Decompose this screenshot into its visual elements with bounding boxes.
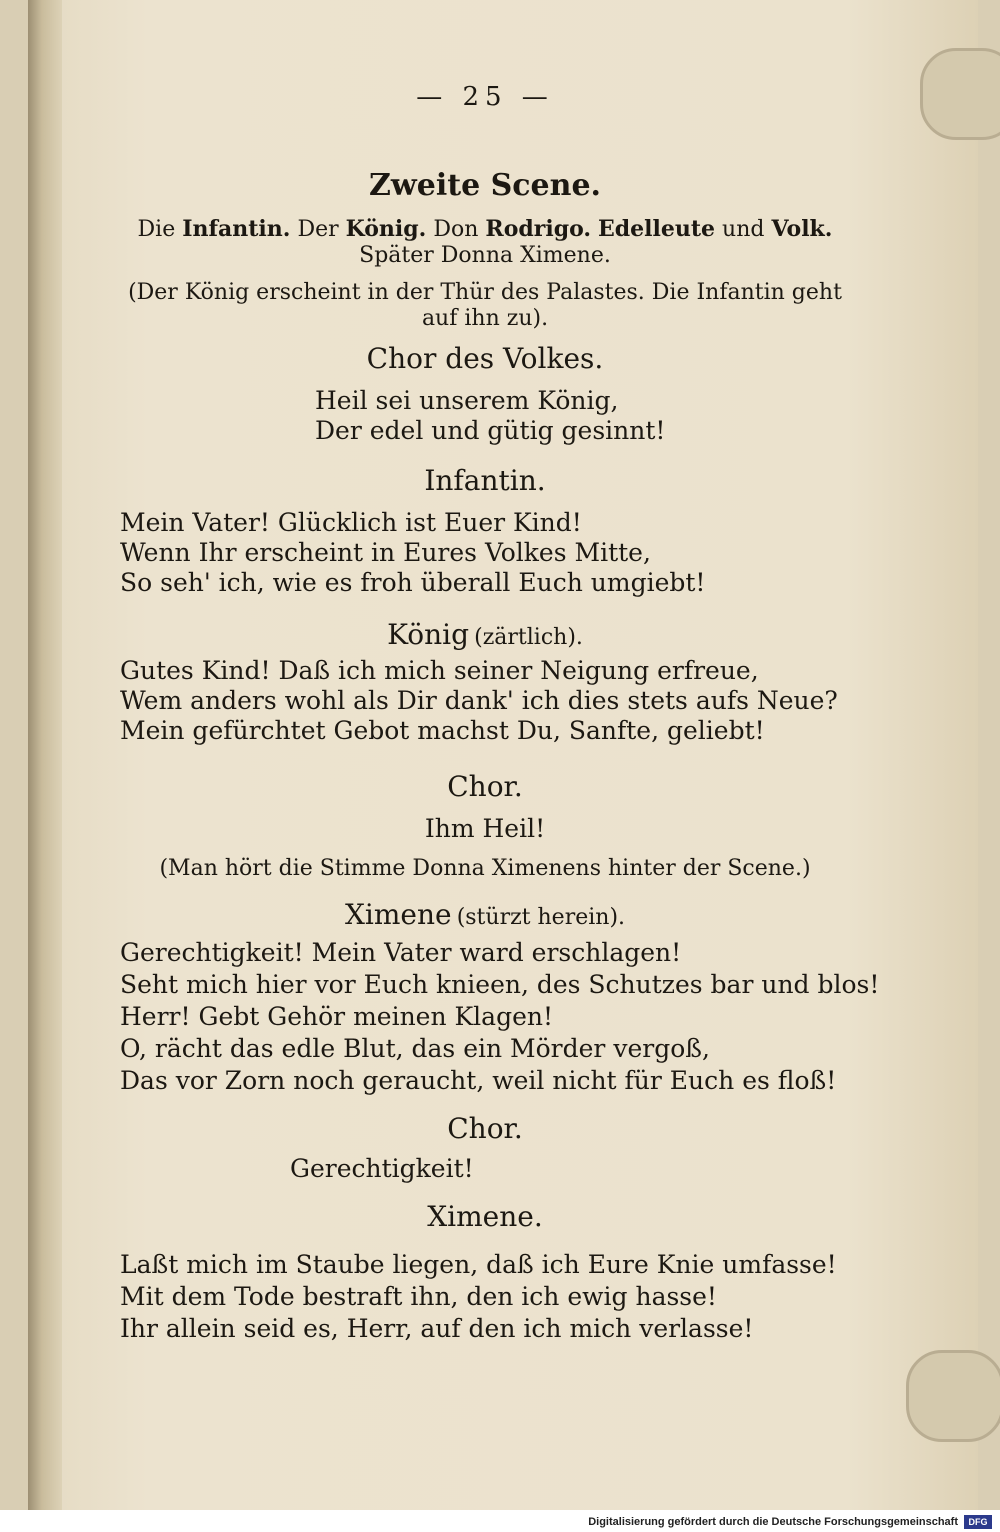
speaker-heading: Chor.	[447, 770, 523, 803]
verse-line: Ihm Heil!	[424, 814, 546, 843]
scene-title: Zweite Scene.	[369, 168, 601, 203]
dfg-logo-icon: DFG	[964, 1515, 992, 1529]
speaker-heading: Ximene.	[427, 1200, 543, 1233]
stage-direction-line-1: (Der König erscheint in der Thür des Palastes. Die Infantin geht	[128, 280, 842, 305]
verse-line: Ihr allein seid es, Herr, auf den ich mich verlasse!	[120, 1314, 754, 1343]
verse-line: Mit dem Tode bestraft ihn, den ich ewig hasse!	[120, 1282, 717, 1311]
speaker-heading: Ximene (stürzt herein).	[344, 898, 626, 931]
verse-line: Wenn Ihr erscheint in Eures Volkes Mitte,	[120, 538, 651, 567]
stage-direction: (Man hört die Stimme Donna Ximenens hinter der Scene.)	[159, 856, 811, 881]
page-text	[100, 0, 880, 1510]
credit-text: Digitalisierung gefördert durch die Deutsche Forschungsgemeinschaft	[588, 1516, 958, 1528]
verse-line: Gutes Kind! Daß ich mich seiner Neigung erfreue,	[120, 656, 759, 685]
verse-line: Herr! Gebt Gehör meinen Klagen!	[120, 1002, 554, 1031]
verse-line: Laßt mich im Staube liegen, daß ich Eure Knie umfasse!	[120, 1250, 837, 1279]
cast-list-line-1: Die Infantin. Der König. Don Rodrigo. Edelleute und Volk.	[137, 216, 833, 242]
verse-line: Gerechtigkeit!	[290, 1154, 474, 1183]
verse-line: Heil sei unserem König,	[315, 386, 619, 415]
verse-line: Mein gefürchtet Gebot machst Du, Sanfte, geliebt!	[120, 716, 765, 745]
verse-line: Wem anders wohl als Dir dank' ich dies stets aufs Neue?	[120, 686, 838, 715]
scanner-clip-bottom	[906, 1350, 1000, 1442]
scanner-clip-top	[920, 48, 1000, 140]
speaker-heading: Chor.	[447, 1112, 523, 1145]
speaker-heading: König (zärtlich).	[387, 618, 583, 651]
verse-line: So seh' ich, wie es froh überall Euch umgiebt!	[120, 568, 706, 597]
verse-line: Gerechtigkeit! Mein Vater ward erschlagen!	[120, 938, 682, 967]
digitization-credit	[588, 1513, 992, 1531]
verse-line: Das vor Zorn noch geraucht, weil nicht für Euch es floß!	[120, 1066, 837, 1095]
verse-line: O, rächt das edle Blut, das ein Mörder vergoß,	[120, 1034, 710, 1063]
verse-line: Seht mich hier vor Euch knieen, des Schutzes bar und blos!	[120, 970, 880, 999]
book-binding	[28, 0, 62, 1510]
cast-list-line-2: Später Donna Ximene.	[359, 243, 611, 268]
stage-direction-line-2: auf ihn zu).	[421, 306, 549, 331]
page-number: — 25 —	[416, 82, 554, 112]
speaker-heading: Chor des Volkes.	[366, 342, 604, 375]
verse-line: Mein Vater! Glücklich ist Euer Kind!	[120, 508, 582, 537]
verse-line: Der edel und gütig gesinnt!	[315, 416, 666, 445]
speaker-heading: Infantin.	[424, 464, 546, 497]
